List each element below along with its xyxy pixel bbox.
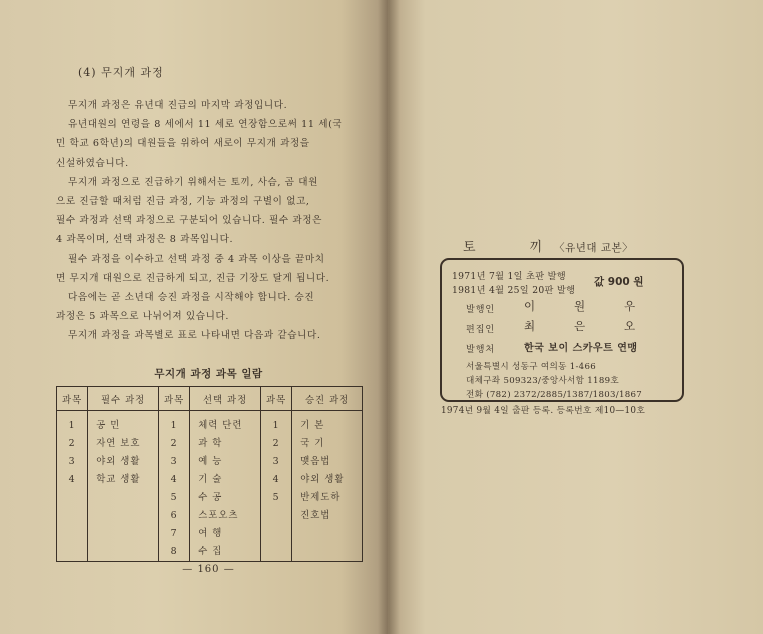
column-header: 과목 — [158, 387, 189, 411]
cell: 3 — [170, 456, 178, 467]
text-line: 필수 과정을 이수하고 선택 과정 중 4 과목 이상을 끝마치 — [68, 253, 325, 265]
book-title — [463, 236, 633, 255]
title-char: 끼 — [529, 240, 545, 255]
price: 값 900 원 — [594, 276, 644, 288]
subjects-table — [56, 386, 363, 562]
section-title: (4) 무지개 과정 — [78, 66, 164, 79]
cell: 1 — [272, 420, 280, 431]
account: 대체구좌 509323/중앙사서함 1189호 — [466, 376, 619, 386]
registration-note: 1974년 9월 4일 출판 등록. 등록번호 제10—10호 — [441, 406, 646, 416]
publisher-label: 발행인 — [466, 305, 496, 315]
cell: 4 — [170, 474, 178, 485]
editor-label: 편집인 — [466, 325, 496, 335]
column-header: 승진 과정 — [292, 387, 363, 411]
text-line: 4 과목이며, 선택 과정은 8 과목입니다. — [56, 234, 234, 246]
book-gutter — [378, 0, 400, 634]
cell: 1 — [170, 420, 178, 431]
cell: 공 민 — [96, 420, 121, 431]
table-title: 무지개 과정 과목 일람 — [154, 368, 263, 380]
text-line: 면 무지개 대원으로 진급하게 되고, 진급 기장도 달게 됩니다. — [56, 272, 330, 284]
cell: 4 — [272, 474, 280, 485]
issuer-name: 한국 보이 스카우트 연맹 — [524, 343, 638, 354]
cell: 5 — [170, 492, 178, 503]
cell: 예 능 — [198, 456, 223, 467]
editor-name: 최 은 오 — [524, 319, 636, 333]
table-body-row — [57, 411, 363, 562]
address: 서울특별시 성동구 여의동 1-466 — [466, 362, 596, 372]
title-char: 토 — [463, 240, 478, 255]
cell: 기 술 — [198, 474, 223, 485]
cell: 자연 보호 — [96, 438, 141, 449]
column-header: 필수 과정 — [88, 387, 159, 411]
cell: 2 — [170, 438, 178, 449]
cell: 2 — [272, 438, 280, 449]
issuer-label: 발행처 — [466, 345, 496, 355]
text-line: 으로 진급할 때처럼 진급 과정, 기능 과정의 구별이 없고, — [56, 196, 310, 208]
promotion-nums — [260, 411, 291, 562]
cell: 스포오츠 — [198, 510, 239, 521]
cell: 진호법 — [300, 510, 331, 521]
cell: 1 — [68, 420, 76, 431]
text-line: 무지개 과정으로 진급하기 위해서는 토끼, 사슴, 곰 대원 — [68, 176, 318, 188]
body-text — [56, 96, 361, 346]
cell: 학교 생활 — [96, 474, 141, 485]
cell: 기 본 — [300, 420, 325, 431]
cell: 6 — [170, 510, 178, 521]
cell: 여 행 — [198, 528, 223, 539]
column-header: 과목 — [260, 387, 291, 411]
cell: 과 학 — [198, 438, 223, 449]
cell: 야외 생활 — [300, 474, 345, 485]
cell: 반제도하 — [300, 492, 341, 503]
publisher-name: 이 원 우 — [524, 299, 636, 313]
text-line: 무지개 과정은 유년대 진급의 마지막 과정입니다. — [68, 100, 288, 111]
table-header-row — [57, 387, 363, 411]
text-line: 무지개 과정을 과목별로 표로 나타내면 다음과 같습니다. — [68, 330, 321, 342]
book-subtitle: 〈유년대 교본〉 — [554, 242, 634, 254]
page-number: — 160 — — [182, 564, 235, 575]
required-nums — [57, 411, 88, 562]
cell: 2 — [68, 438, 76, 449]
cell: 맺음법 — [300, 456, 331, 467]
cell: 5 — [272, 492, 280, 503]
cell: 3 — [272, 456, 280, 467]
text-line: 필수 과정과 선택 과정으로 구분되어 있습니다. 필수 과정은 — [56, 215, 323, 227]
phone: 전화 (782) 2372/2885/1387/1803/1867 — [466, 390, 643, 400]
print-date-2: 1981년 4월 25일 20판 발행 — [452, 285, 576, 296]
cell: 수 집 — [198, 546, 223, 557]
cell: 야외 생활 — [96, 456, 141, 467]
elective-names — [190, 411, 261, 562]
colophon-box — [440, 258, 684, 402]
column-header: 과목 — [57, 387, 88, 411]
text-line: 다음에는 곧 소년대 승진 과정을 시작해야 합니다. 승진 — [68, 292, 315, 304]
text-line: 신설하였습니다. — [56, 157, 129, 169]
cell: 수 공 — [198, 492, 223, 503]
text-line: 유년대원의 연령을 8 세에서 11 세로 연장함으로써 11 세(국 — [68, 119, 343, 131]
promotion-names — [292, 411, 363, 562]
column-header: 선택 과정 — [190, 387, 261, 411]
cell: 3 — [68, 456, 76, 467]
text-line: 민 학교 6학년)의 대원들을 위하여 새로이 무지개 과정을 — [56, 138, 310, 150]
text-line: 과정은 5 과목으로 나뉘어져 있습니다. — [56, 311, 229, 323]
required-names — [88, 411, 159, 562]
cell: 8 — [170, 546, 178, 557]
cell: 체력 단련 — [198, 420, 243, 431]
elective-nums — [158, 411, 189, 562]
cell: 7 — [170, 528, 178, 539]
print-date-1: 1971년 7월 1일 초판 발행 — [452, 271, 566, 282]
cell: 4 — [68, 474, 76, 485]
cell: 국 기 — [300, 438, 325, 449]
